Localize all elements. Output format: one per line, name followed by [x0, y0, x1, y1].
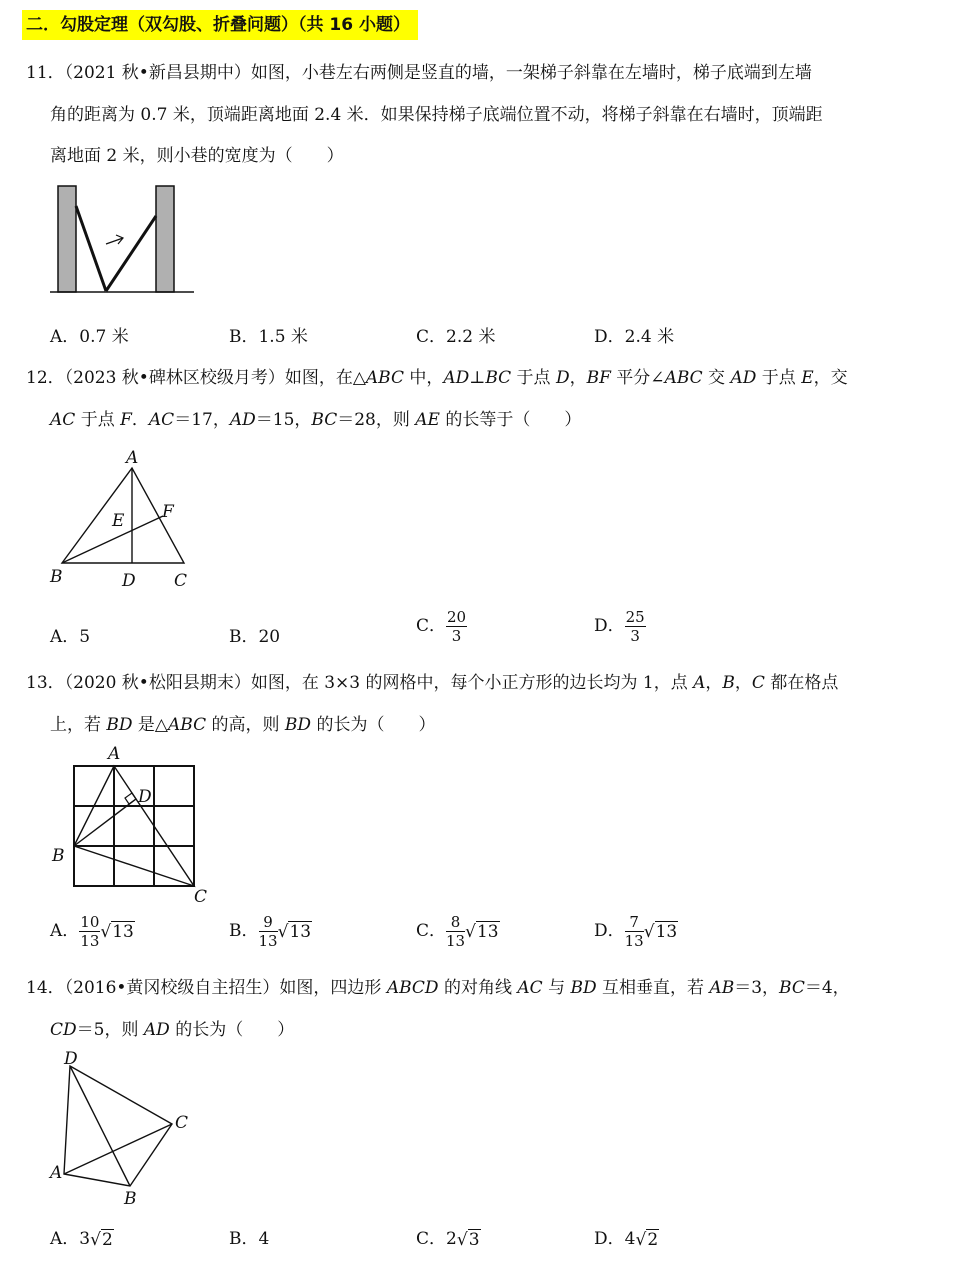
q13-line-2: 上，若 BD 是△ABC 的高，则 BD 的长为（ ） — [50, 715, 436, 735]
q14-option-d[interactable]: D．4√2 — [594, 1229, 659, 1250]
grid-3x3 — [74, 766, 194, 886]
diagonal-bd — [70, 1066, 130, 1186]
q12-option-b[interactable]: B．20 — [229, 627, 281, 647]
q14-option-a[interactable]: A．3√2 — [50, 1229, 113, 1250]
label-a: A — [108, 744, 121, 764]
q12-option-a[interactable]: A．5 — [50, 627, 91, 647]
label-c: C — [175, 1113, 189, 1133]
label-c: C — [194, 887, 208, 907]
q11-line-3: 离地面 2 米，则小巷的宽度为（ ） — [50, 146, 344, 166]
q13-grid-figure — [46, 740, 216, 908]
q14-line-1: 14．（2016•黄冈校级自主招生）如图，四边形 ABCD 的对角线 AC 与 BD 互相垂直，若 AB＝3，BC＝4， — [26, 978, 850, 998]
label-e: E — [112, 511, 125, 531]
q11-option-a[interactable]: A．0.7 米 — [50, 327, 129, 347]
triangle-abc — [74, 766, 194, 886]
label-c: C — [174, 571, 188, 591]
q14-line-2: CD＝5，则 AD 的长为（ ） — [50, 1020, 295, 1040]
right-angle-mark — [125, 793, 136, 804]
q11-ladder-figure — [44, 178, 204, 300]
section-title: 二．勾股定理（双勾股、折叠问题）（共 16 小题） — [22, 10, 418, 40]
q12-option-d[interactable]: D． $\frac{25}{3}$ — [594, 608, 645, 645]
q11-line-2: 角的距离为 0.7 米，顶端距离地面 2.4 米．如果保持梯子底端位置不动，将梯子斜靠在右墙时，顶端距 — [50, 105, 823, 125]
left-wall — [58, 186, 76, 292]
label-d: D — [138, 787, 152, 807]
label-a: A — [126, 448, 139, 468]
q13-line-1: 13．（2020 秋•松阳县期末）如图，在 3×3 的网格中，每个小正方形的边长均为 1，点 A，B，C 都在格点 — [26, 673, 839, 693]
q12-option-c[interactable]: C． $\frac{20}{3}$ — [416, 608, 467, 645]
right-wall — [156, 186, 174, 292]
q11-option-d[interactable]: D．2.4 米 — [594, 327, 675, 347]
q12-triangle-figure — [44, 445, 204, 595]
q11-option-c[interactable]: C．2.2 米 — [416, 327, 496, 347]
q13-option-b[interactable]: B． $\frac{9}{13}$ √13 — [229, 913, 312, 950]
q12-line-2: AC 于点 F．AC＝17，AD＝15，BC＝28，则 AE 的长等于（ ） — [50, 410, 582, 430]
label-d: D — [64, 1049, 78, 1069]
label-b: B — [50, 567, 63, 587]
label-d: D — [122, 571, 136, 591]
q14-option-c[interactable]: C．2√3 — [416, 1229, 480, 1250]
q12-line-1: 12．（2023 秋•碑林区校级月考）如图，在△ABC 中，AD⊥BC 于点 D，BF 平分∠ABC 交 AD 于点 E，交 — [26, 368, 848, 388]
label-f: F — [162, 502, 174, 522]
q11-line-1: 11．（2021 秋•新昌县期中）如图，小巷左右两侧是竖直的墙，一架梯子斜靠在左墙时，梯子底端到左墙 — [26, 63, 812, 83]
label-a: A — [50, 1163, 63, 1183]
q11-option-b[interactable]: B．1.5 米 — [229, 327, 308, 347]
label-b: B — [124, 1189, 137, 1209]
ladder-left — [76, 206, 106, 291]
q13-option-d[interactable]: D． $\frac{7}{13}$ √13 — [594, 913, 678, 950]
q13-option-a[interactable]: A． $\frac{10}{13}$ √13 — [50, 913, 134, 950]
q14-quadrilateral-figure — [42, 1046, 202, 1212]
q13-option-c[interactable]: C． $\frac{8}{13}$ √13 — [416, 913, 499, 950]
ladder-right — [106, 216, 156, 291]
label-b: B — [52, 846, 65, 866]
quadrilateral-abcd — [64, 1066, 172, 1186]
q14-option-b[interactable]: B．4 — [229, 1229, 270, 1249]
